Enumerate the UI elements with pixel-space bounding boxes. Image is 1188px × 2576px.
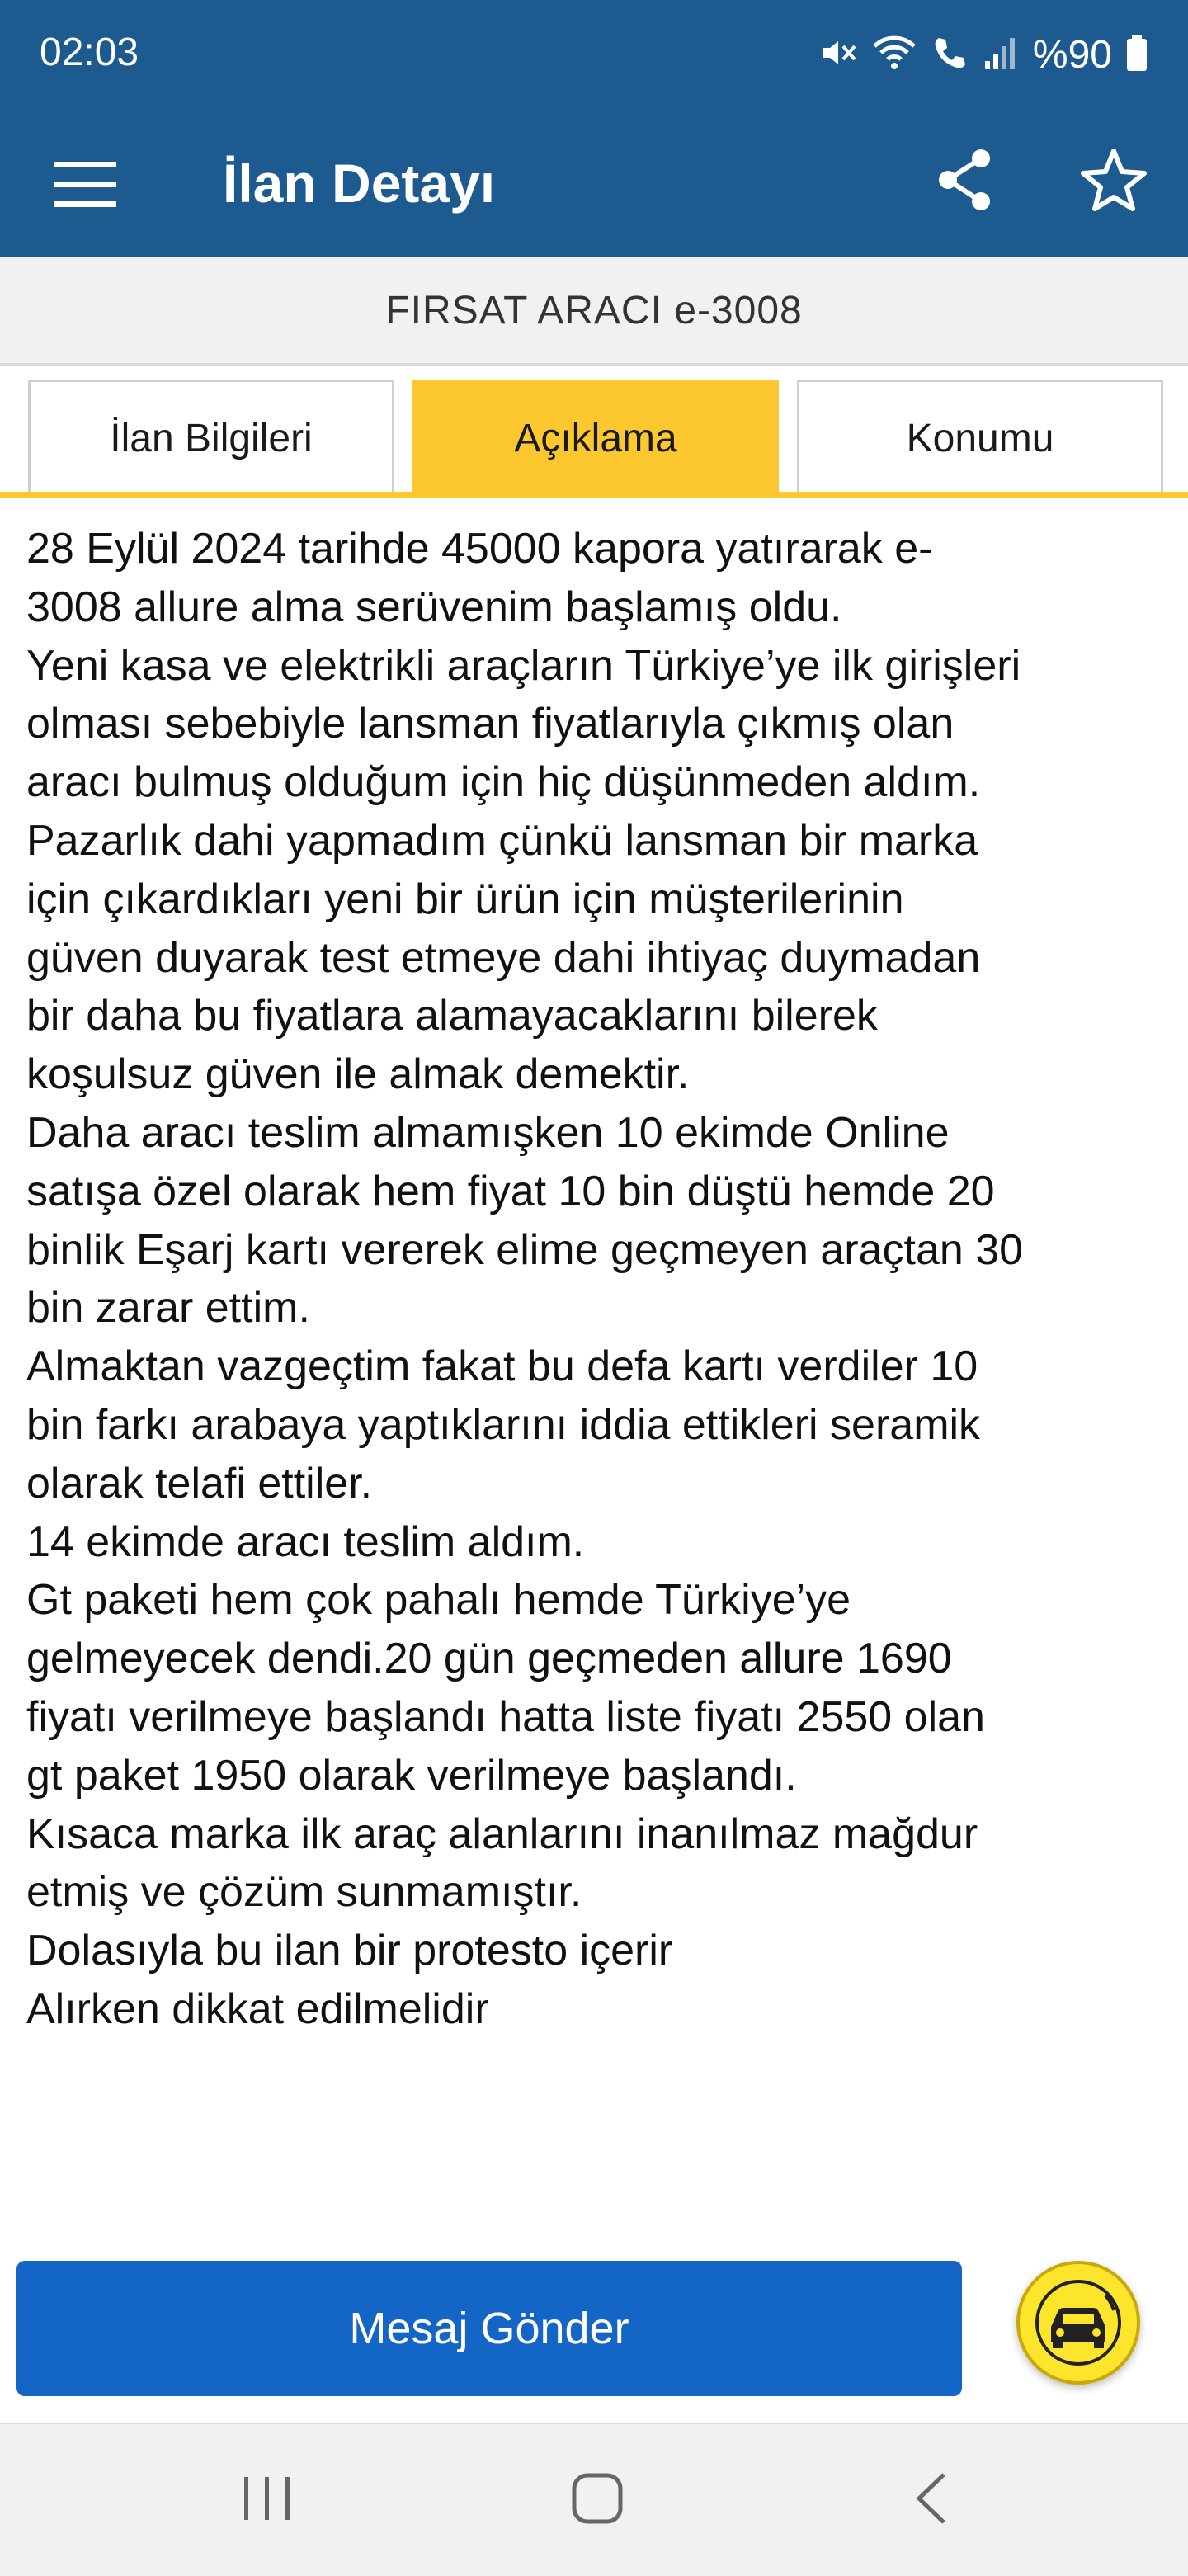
menu-icon bbox=[54, 160, 116, 210]
description-line: olması sebebiyle lansman fiyatlarıyla çıkmış olan bbox=[26, 700, 955, 748]
description-line: Gt paketi hem çok pahalı hemde Türkiye’ye bbox=[26, 1576, 851, 1625]
share-button[interactable] bbox=[924, 139, 1006, 221]
back-icon bbox=[912, 2471, 949, 2526]
tab-konumu[interactable]: Konumu bbox=[797, 380, 1163, 495]
home-button[interactable] bbox=[548, 2457, 647, 2540]
status-icons bbox=[818, 30, 1148, 79]
recent-apps-button[interactable] bbox=[218, 2457, 317, 2540]
description-line: Yeni kasa ve elektrikli araçların Türkiye’ye ilk girişleri bbox=[26, 641, 1021, 690]
description-line: Pazarlık dahi yapmadım çünkü lansman bir marka bbox=[26, 816, 978, 865]
wifi-icon bbox=[871, 33, 917, 77]
tab-bar bbox=[0, 376, 1188, 498]
description-line: 3008 allure alma serüvenim başlamış oldu. bbox=[26, 583, 842, 631]
description-line: Daha aracı teslim almamışken 10 ekimde Online bbox=[26, 1108, 950, 1157]
menu-button[interactable] bbox=[50, 152, 120, 218]
description-line: güven duyarak test etmeye dahi ihtiyaç duymadan bbox=[26, 933, 981, 982]
tab-indicator-line bbox=[0, 492, 1188, 498]
description-line: Dolasıyla bu ilan bir protesto içerir bbox=[26, 1927, 673, 1975]
page-title: İlan Detayı bbox=[223, 153, 496, 214]
star-icon bbox=[1081, 148, 1147, 212]
car-icon bbox=[1033, 2277, 1124, 2368]
description-line: koşulsuz güven ile almak demektir. bbox=[26, 1050, 690, 1099]
battery-icon bbox=[1125, 33, 1148, 77]
description-line: Alırken dikkat edilmelidir bbox=[26, 1984, 489, 2033]
car-fab-button[interactable] bbox=[1016, 2261, 1140, 2385]
favorite-button[interactable] bbox=[1072, 139, 1155, 221]
signal-icon bbox=[983, 33, 1020, 77]
description-line: bir daha bu fiyatlara alamayacaklarını bilerek bbox=[26, 992, 878, 1040]
description-line: etmiş ve çözüm sunmamıştır. bbox=[26, 1868, 582, 1917]
description-text bbox=[26, 520, 1173, 2039]
listing-title: FIRSAT ARACI e-3008 bbox=[0, 257, 1188, 366]
description-line: bin zarar ettim. bbox=[26, 1284, 310, 1333]
description-line: binlik Eşarj kartı vererek elime geçmeyen araçtan 30 bbox=[26, 1225, 1024, 1274]
system-nav-bar bbox=[0, 2423, 1188, 2576]
description-line: olarak telafi ettiler. bbox=[26, 1459, 373, 1507]
wifi-call-icon bbox=[931, 33, 970, 77]
description-line: aracı bulmuş olduğum için hiç düşünmeden aldım. bbox=[26, 758, 981, 807]
description-line: gt paket 1950 olarak verilmeye başlandı. bbox=[26, 1751, 797, 1800]
send-message-button[interactable]: Mesaj Gönder bbox=[16, 2261, 962, 2396]
status-time: 02:03 bbox=[40, 31, 139, 74]
share-icon bbox=[936, 149, 994, 211]
description-line: gelmeyecek dendi.20 gün geçmeden allure 1690 bbox=[26, 1635, 952, 1683]
description-line: 14 ekimde aracı teslim aldım. bbox=[26, 1517, 585, 1566]
status-bar bbox=[0, 0, 1188, 112]
app-bar bbox=[0, 112, 1188, 257]
recent-apps-icon bbox=[241, 2474, 294, 2523]
mute-icon bbox=[818, 33, 858, 77]
back-button[interactable] bbox=[881, 2457, 980, 2540]
description-line: Kısaca marka ilk araç alanlarını inanılmaz mağdur bbox=[26, 1809, 978, 1858]
description-line: 28 Eylül 2024 tarihde 45000 kapora yatırarak e- bbox=[26, 525, 933, 573]
battery-percent: %90 bbox=[1032, 32, 1112, 77]
description-line: fiyatı verilmeye başlandı hatta liste fiyatı 2550 olan bbox=[26, 1692, 985, 1741]
description-line: Almaktan vazgeçtim fakat bu defa kartı verdiler 10 bbox=[26, 1342, 978, 1391]
description-line: için çıkardıkları yeni bir ürün için müşterilerinin bbox=[26, 875, 904, 923]
home-icon bbox=[571, 2472, 624, 2525]
tab-aciklama[interactable]: Açıklama bbox=[412, 380, 779, 495]
description-line: bin farkı arabaya yaptıklarını iddia ettikleri seramik bbox=[26, 1400, 981, 1449]
tab-ilan-bilgileri[interactable]: İlan Bilgileri bbox=[28, 380, 394, 495]
description-line: satışa özel olarak hem fiyat 10 bin düştü hemde 20 bbox=[26, 1167, 995, 1215]
